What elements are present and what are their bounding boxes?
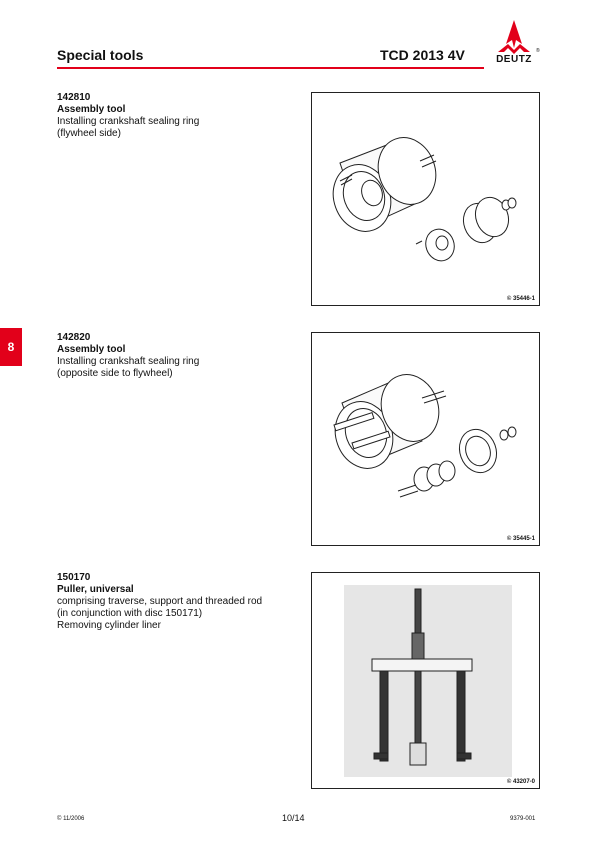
tool-number: 150170 bbox=[57, 572, 91, 583]
deutz-logo-text: DEUTZ bbox=[496, 54, 532, 65]
tool-number: 142810 bbox=[57, 92, 91, 103]
header-divider bbox=[57, 67, 484, 69]
figure-code: © 43207-0 bbox=[506, 779, 535, 785]
figure-code: © 35446-1 bbox=[506, 296, 535, 302]
tool-name: Assembly tool bbox=[57, 104, 126, 115]
tool-description-line: (in conjunction with disc 150171) bbox=[57, 608, 203, 619]
tool-entry bbox=[57, 332, 307, 380]
tool-entry bbox=[57, 572, 307, 632]
tool-figure bbox=[311, 572, 540, 789]
document-number: 9379-001 bbox=[510, 816, 536, 822]
assembly-tool-drawing-icon bbox=[312, 333, 539, 545]
engine-model: TCD 2013 4V bbox=[380, 47, 465, 63]
tool-name: Puller, universal bbox=[57, 584, 134, 595]
page-title: Special tools bbox=[57, 47, 144, 63]
tool-description-line: Removing cylinder liner bbox=[57, 620, 161, 631]
figure-code: © 35445-1 bbox=[506, 536, 535, 542]
tool-number: 142820 bbox=[57, 332, 91, 343]
tool-description-line: Installing crankshaft sealing ring bbox=[57, 356, 200, 367]
tool-description-line: (flywheel side) bbox=[57, 128, 121, 139]
tool-entry bbox=[57, 92, 307, 140]
tool-name: Assembly tool bbox=[57, 344, 126, 355]
registered-mark: ® bbox=[536, 48, 540, 54]
footer-date: © 11/2006 bbox=[57, 816, 85, 822]
tool-figure bbox=[311, 332, 540, 546]
tool-figure bbox=[311, 92, 540, 306]
tool-description-line: Installing crankshaft sealing ring bbox=[57, 116, 200, 127]
assembly-tool-drawing-icon bbox=[312, 93, 539, 305]
tool-description-line: comprising traverse, support and threaded rod bbox=[57, 596, 263, 607]
tool-description-line: (opposite side to flywheel) bbox=[57, 368, 173, 379]
universal-puller-photo-icon bbox=[312, 573, 539, 788]
page-number: 10/14 bbox=[282, 813, 305, 823]
chapter-tab[interactable]: 8 bbox=[0, 328, 22, 366]
